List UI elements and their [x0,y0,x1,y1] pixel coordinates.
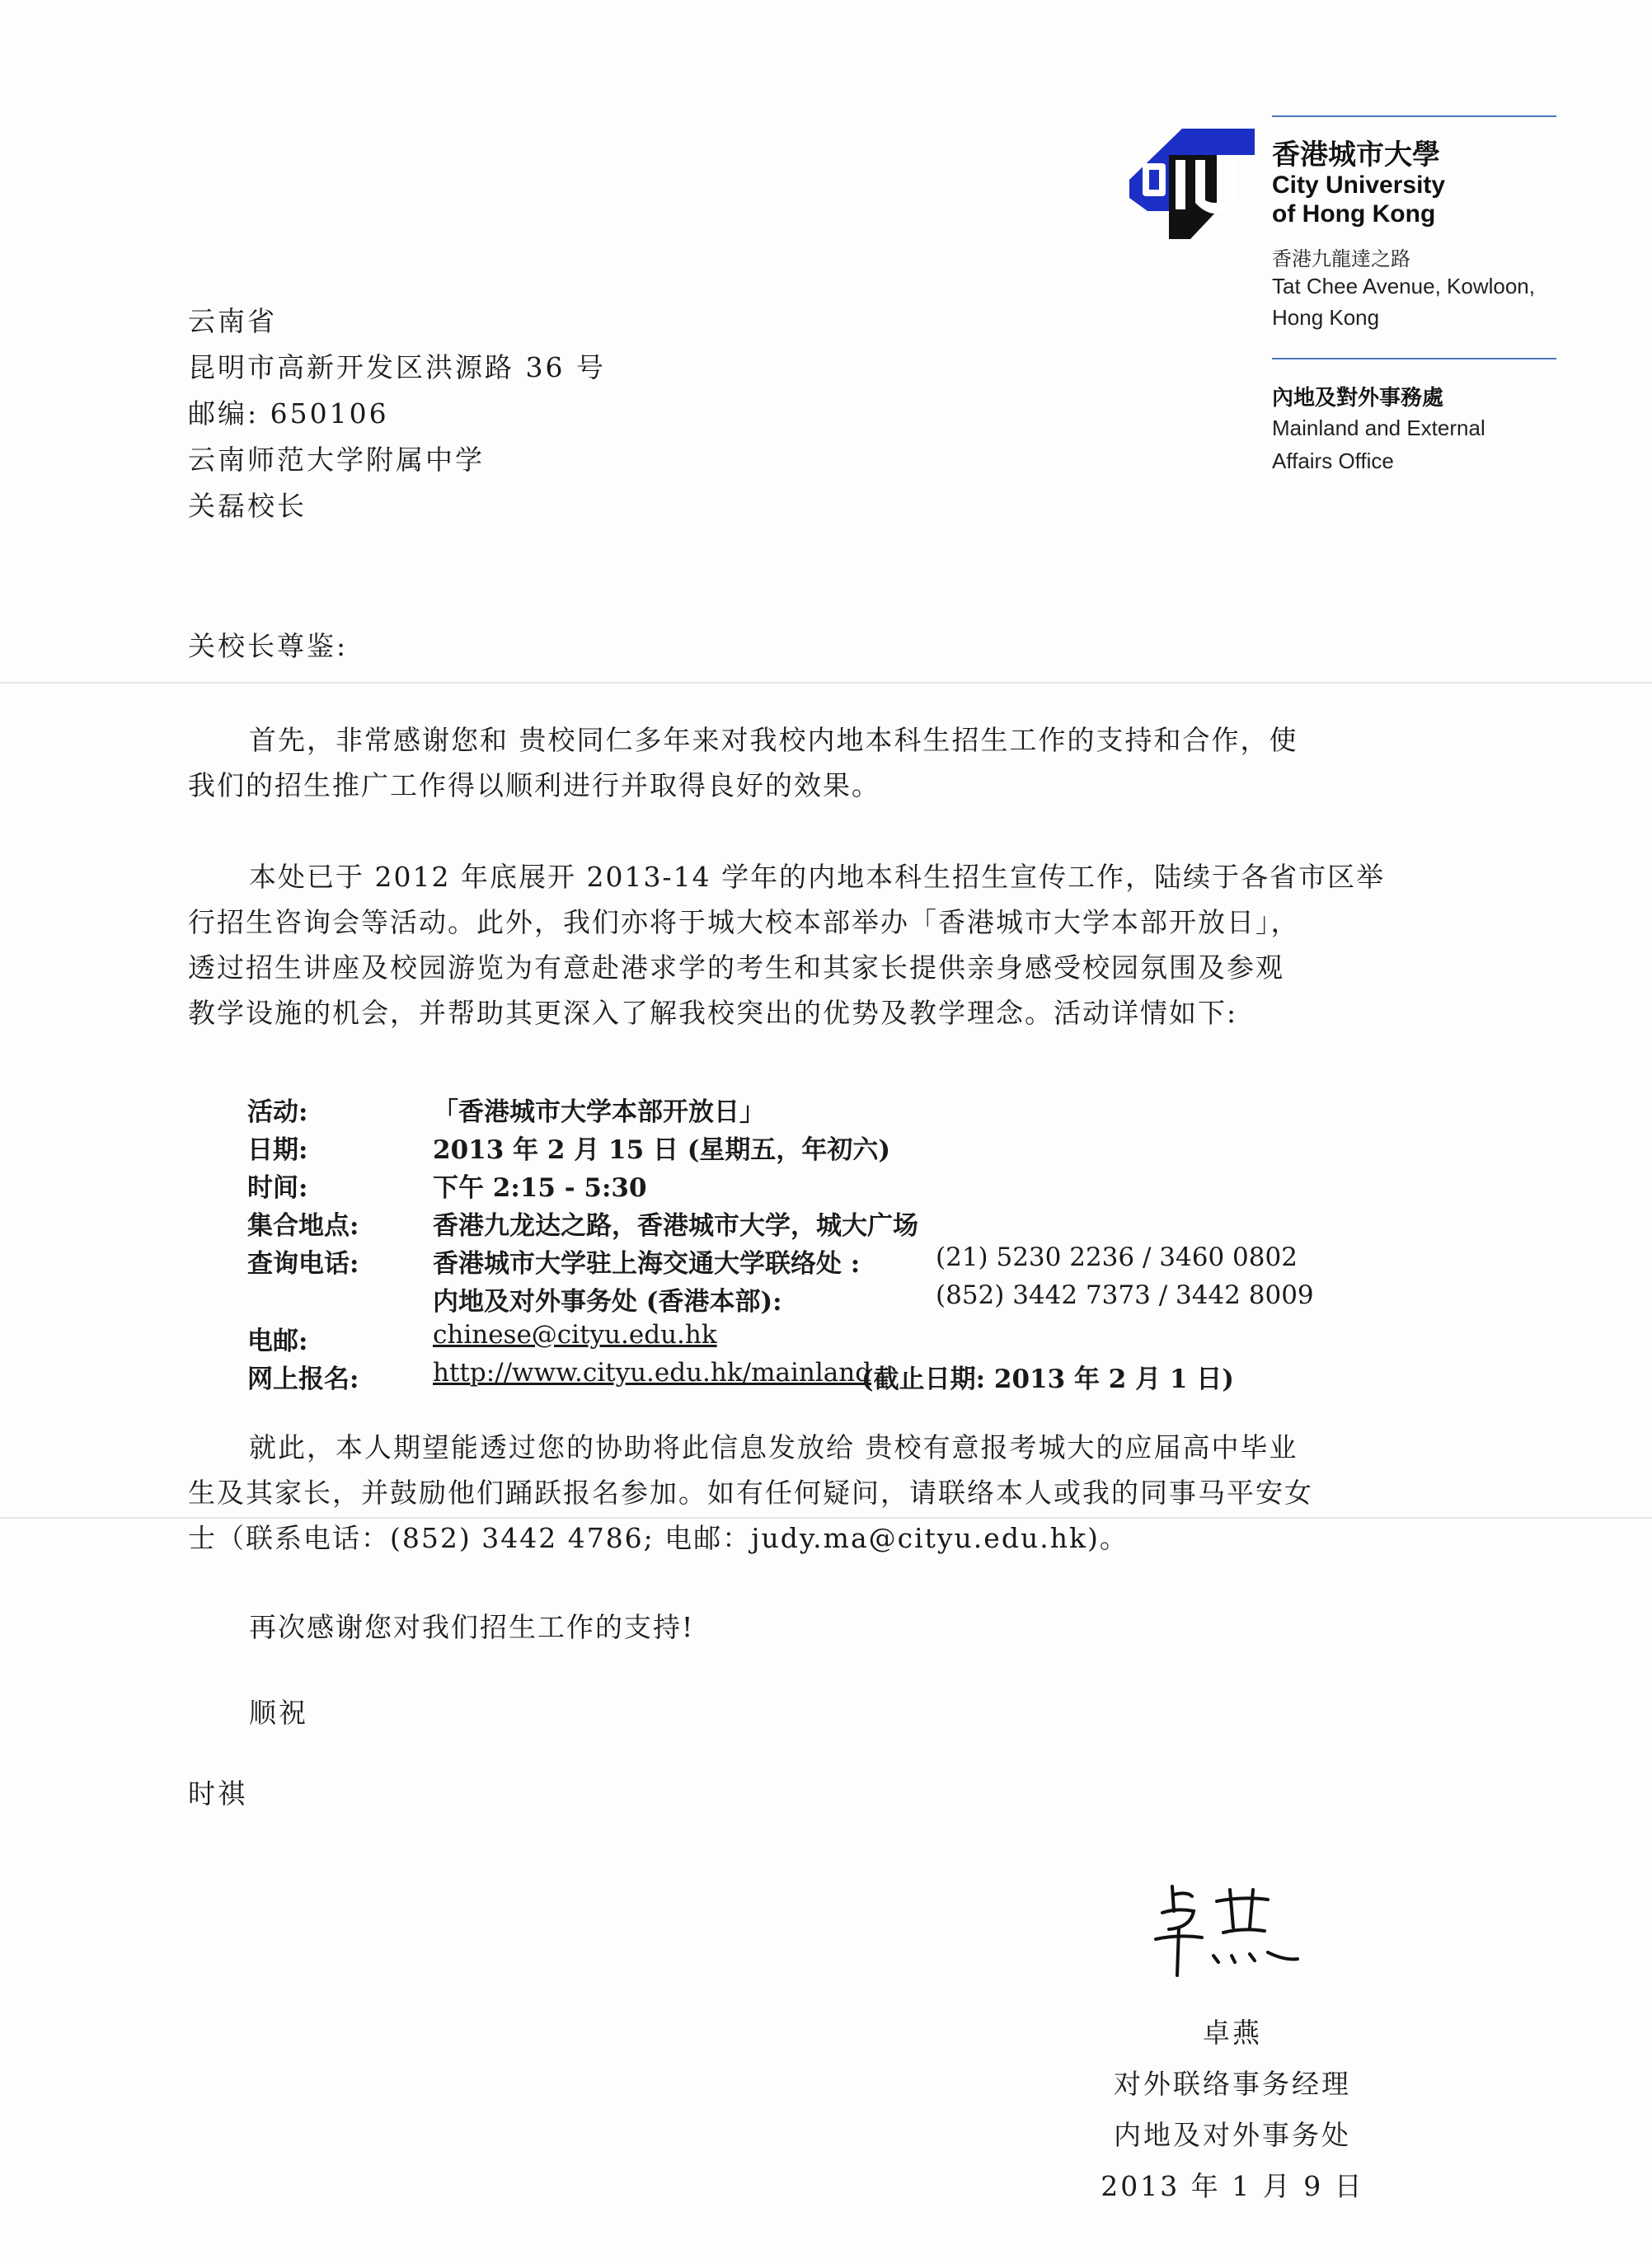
signature-block [1096,2008,1368,2212]
event-value: 香港九龙达之路，香港城市大学，城大广场 [433,1211,918,1241]
event-label: 电邮: [247,1327,308,1356]
closing-wish: 顺祝 [249,1697,308,1729]
event-value: 香港城市大学驻上海交通大学联络处 : [433,1249,861,1279]
office-name-zh: 內地及對外事務處 [1272,385,1444,410]
event-value: 内地及对外事务处 (香港本部): [433,1287,782,1317]
signer-office: 内地及对外事务处 [1114,2119,1351,2151]
fold-line [0,682,1652,683]
recipient-line: 关磊校长 [188,490,307,522]
event-label: 网上报名: [247,1365,359,1394]
body-line: 教学设施的机会，并帮助其更深入了解我校突出的优势及教学理念。活动详情如下: [188,997,1238,1029]
university-name-zh: 香港城市大學 [1272,139,1440,171]
event-label: 查询电话: [247,1249,359,1279]
recipient-address [188,298,606,529]
salutation: 关校长尊鉴: [188,630,349,662]
signer-name: 卓燕 [1203,2017,1262,2049]
event-value: 「香港城市大学本部开放日」 [433,1097,765,1127]
body-line: 透过招生讲座及校园游览为有意赴港求学的考生和其家长提供亲身感受校园氛围及参观 [188,951,1284,984]
body-paragraph-3 [188,1425,1408,1561]
event-label: 时间: [247,1173,308,1203]
event-label: 集合地点: [247,1211,359,1241]
body-line: 士（联系电话：(852) 3442 4786; 电邮：judy.ma@cityu.edu.hk)。 [188,1522,1129,1554]
letter-date: 2013 年 1 月 9 日 [1101,2170,1364,2202]
phone-number: (852) 3442 7373 / 3442 8009 [936,1280,1314,1310]
body-line: 我们的招生推广工作得以顺利进行并取得良好的效果。 [188,769,880,801]
body-line: 本处已于 2012 年底展开 2013-14 学年的内地本科生招生宣传工作，陆续于各省市区举 [249,861,1386,893]
cityu-logo [1118,122,1256,246]
recipient-line: 昆明市高新开发区洪源路 36 号 [188,351,606,383]
register-deadline: (截止日期: 2013 年 2 月 1 日) [861,1365,1234,1394]
handwritten-signature [1144,1870,1301,1985]
recipient-line: 邮编: 650106 [188,397,389,430]
event-value: 2013 年 2 月 15 日 (星期五，年初六) [433,1135,891,1165]
university-name-en-line1: City University [1272,171,1446,199]
address-en-line1: Tat Chee Avenue, Kowloon, [1272,274,1535,298]
closing-time: 时祺 [188,1778,247,1810]
office-name-en-line2: Affairs Office [1272,449,1394,473]
body-line: 就此，本人期望能透过您的协助将此信息发放给 贵校有意报考城大的应届高中毕业 [249,1431,1298,1463]
body-paragraph-4 [188,1604,1408,1650]
register-link[interactable]: http://www.cityu.edu.hk/mainland [433,1358,872,1388]
event-value: 下午 2:15 - 5:30 [433,1173,647,1203]
recipient-line: 云南师范大学附属中学 [188,444,485,476]
email-link[interactable]: chinese@cityu.edu.hk [433,1320,717,1350]
event-label: 日期: [247,1135,308,1165]
body-line: 生及其家长，并鼓励他们踊跃报名参加。如有任何疑问，请联络本人或我的同事马平安女 [188,1477,1313,1509]
body-line: 再次感谢您对我们招生工作的支持! [249,1611,695,1643]
body-paragraph-2 [188,854,1408,1036]
body-paragraph-1 [188,717,1408,808]
address-en-line2: Hong Kong [1272,305,1380,330]
signer-title: 对外联络事务经理 [1114,2068,1351,2100]
body-line: 行招生咨询会等活动。此外，我们亦将于城大校本部举办「香港城市大学本部开放日」， [188,906,1300,938]
address-zh: 香港九龍達之路 [1272,248,1410,270]
event-label: 活动: [247,1097,308,1127]
recipient-line: 云南省 [188,305,277,337]
office-name-en-line1: Mainland and External [1272,416,1485,440]
university-name-en-line2: of Hong Kong [1272,200,1436,228]
letterhead-rule-bottom [1272,358,1556,359]
letterhead-rule-top [1272,115,1556,117]
phone-number: (21) 5230 2236 / 3460 0802 [936,1242,1298,1272]
body-line: 首先，非常感谢您和 贵校同仁多年来对我校内地本科生招生工作的支持和合作，使 [249,724,1298,756]
